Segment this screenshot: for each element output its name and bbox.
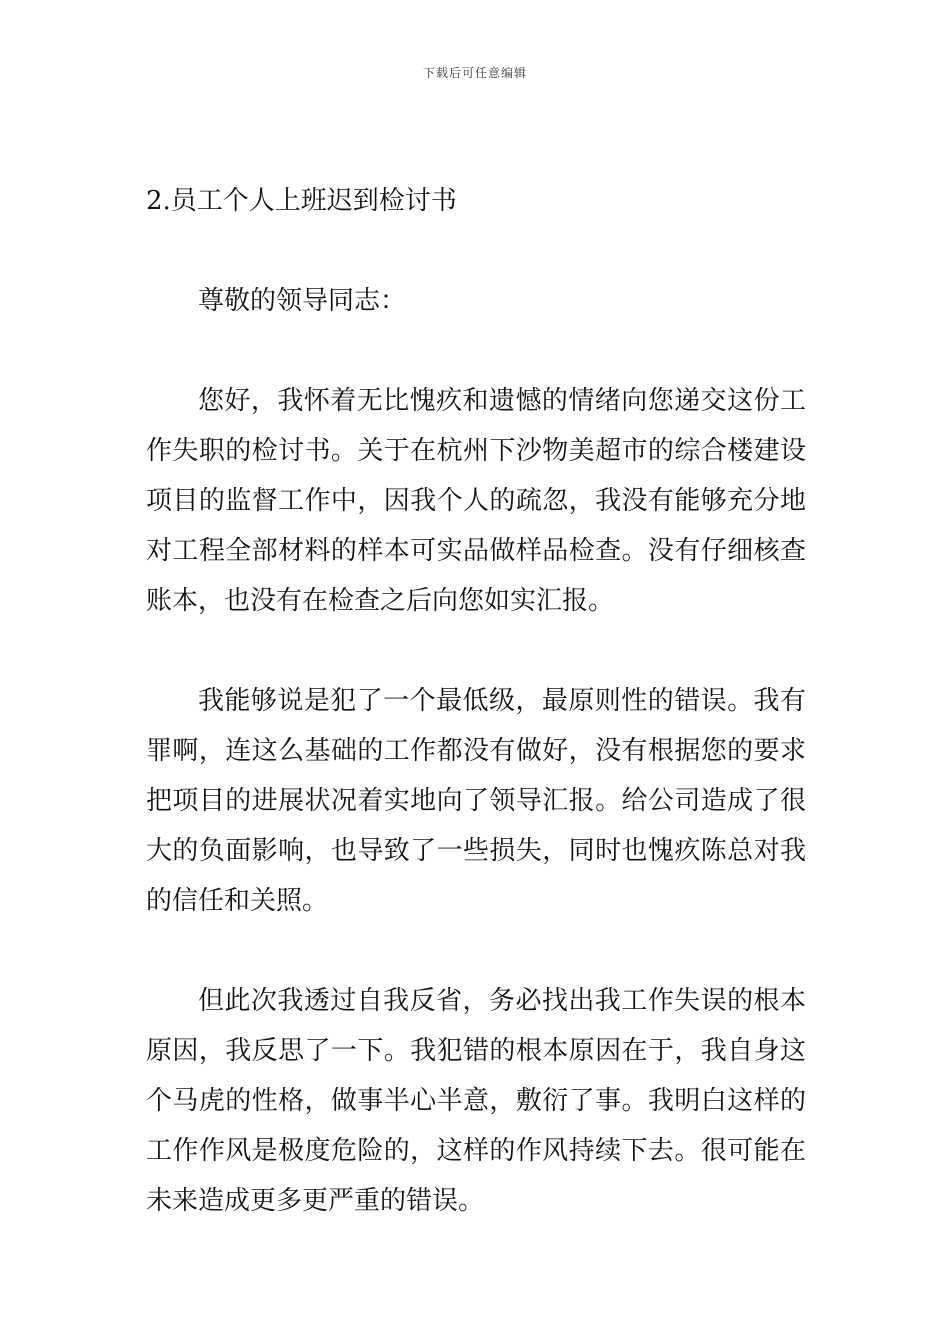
document-title: 2.员工个人上班迟到检讨书 xyxy=(146,186,457,216)
salutation: 尊敬的领导同志： xyxy=(198,286,407,316)
document-body xyxy=(146,176,806,1276)
header-note: 下载后可任意编辑 xyxy=(422,66,527,80)
paragraph-1: 您好，我怀着无比愧疚和遗憾的情绪向您递交这份工作失职的检讨书。关于在杭州下沙物美超市的综合楼建设项目的监督工作中，因我个人的疏忽，我没有能够充分地对工程全部材料的样本可实品做样品检查。没有仔细核查账本，也没有在检查之后向您如实汇报。 xyxy=(146,386,806,616)
paragraph-2: 我能够说是犯了一个最低级，最原则性的错误。我有罪啊，连这么基础的工作都没有做好，没有根据您的要求把项目的进展状况着实地向了领导汇报。给公司造成了很大的负面影响，也导致了一些损失，同时也愧疚陈总对我的信任和关照。 xyxy=(146,686,806,916)
paragraph-3: 但此次我透过自我反省，务必找出我工作失误的根本原因，我反思了一下。我犯错的根本原因在于，我自身这个马虎的性格，做事半心半意，敷衍了事。我明白这样的工作作风是极度危险的，这样的作风持续下去。很可能在未来造成更多更严重的错误。 xyxy=(146,986,806,1216)
